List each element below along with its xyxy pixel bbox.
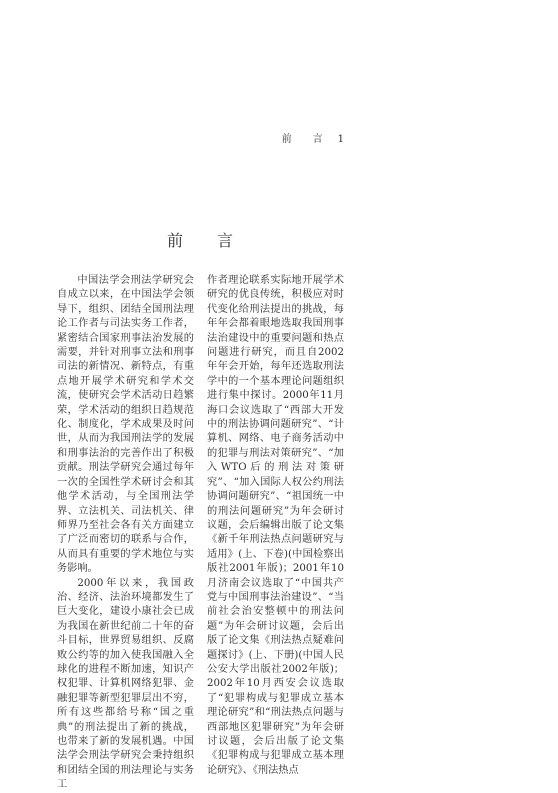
left-column [57,274,194,793]
running-header-section-2: 言 [312,134,324,145]
page-number: 1 [337,134,345,145]
chapter-title-part-1: 前 [166,231,183,250]
running-header [0,130,345,145]
paragraph-1: 中国法学会刑法学研究会自成立以来，在中国法学会领导下，组织、团结全国刑法理论工作者与司法实务工作者，紧密结合国家刑事法治发展的需要，并针对刑事立法和刑事司法的新情况、新特点，有重点地开展学术研究和学术交流，使研究会学术活动日趋繁荣，学术活动的组织日趋规范化、制度化，学术成果及时问世，从而为我国刑法学的发展和刑事法治的完善作出了积极贡献。刑法学研究会通过每年一次的全国性学术研讨会和其他学术活动，与全国刑法学界、立法机关、司法机关、律师界乃至社会各有关方面建立了广泛而密切的联系与合作，从而具有重要的学术地位与实务影响。 [57,275,194,575]
chapter-title-part-2: 言 [217,231,234,250]
paragraph-2: 2000年以来，我国政治、经济、法治环境都发生了巨大变化，建设小康社会已成为我国在新世纪前二十年的奋斗目标，世界贸易组织、反腐败公约等的加入使我国融入全球化的进程不断加速，知识产权犯罪、计算机网络犯罪、金融犯罪等新型犯罪层出不穷，所有这些都给号称“国之重典”的刑法提出了新的挑战，也带来了新的发展机遇。中国法学会刑法学研究会秉持组织和团结全国的刑法理论与实务工 [57,577,194,791]
chapter-title [0,228,400,251]
running-header-section: 前 [281,134,293,145]
paragraph-2-continued: 作者理论联系实际地开展学术研究的优良传统，积极应对时代变化给刑法提出的挑战，每年年会都着眼地选取我国刑事法治建设中的重要问题和热点问题进行研究，而且自2002年年会开始，每年还选取刑法学中的一个基本理论问题组织进行集中探讨。2000年11月海口会议选取了“西部大开发中的刑法协调问题研究”、“计算机、网络、电子商务活动中的犯罪与刑法对策研究”、“加入WTO后的刑法对策研究”、“加入国际人权公约刑法协调问题研究”、“祖国统一中的刑法问题研究”为年会研讨议题，会后编辑出版了论文集《新千年刑法热点问题研究与适用》(上、下卷)(中国检察出版社2001年版)；2001年10月济南会议选取了“中国共产党与中国刑事法治建设”、“当前社会治安整顿中的刑法问题”为年会研讨议题，会后出版了论文集《刑法热点疑难问题探讨》(上、下册)(中国人民公安大学出版社2002年版)；2002年10月西安会议选取了“犯罪构成与犯罪成立基本理论研究”和“刑法热点问题与西部地区犯罪研究”为年会研讨议题，会后出版了论文集《犯罪构成与犯罪成立基本理论研究》、《刑法热点 [207,275,344,776]
right-column [207,274,344,778]
